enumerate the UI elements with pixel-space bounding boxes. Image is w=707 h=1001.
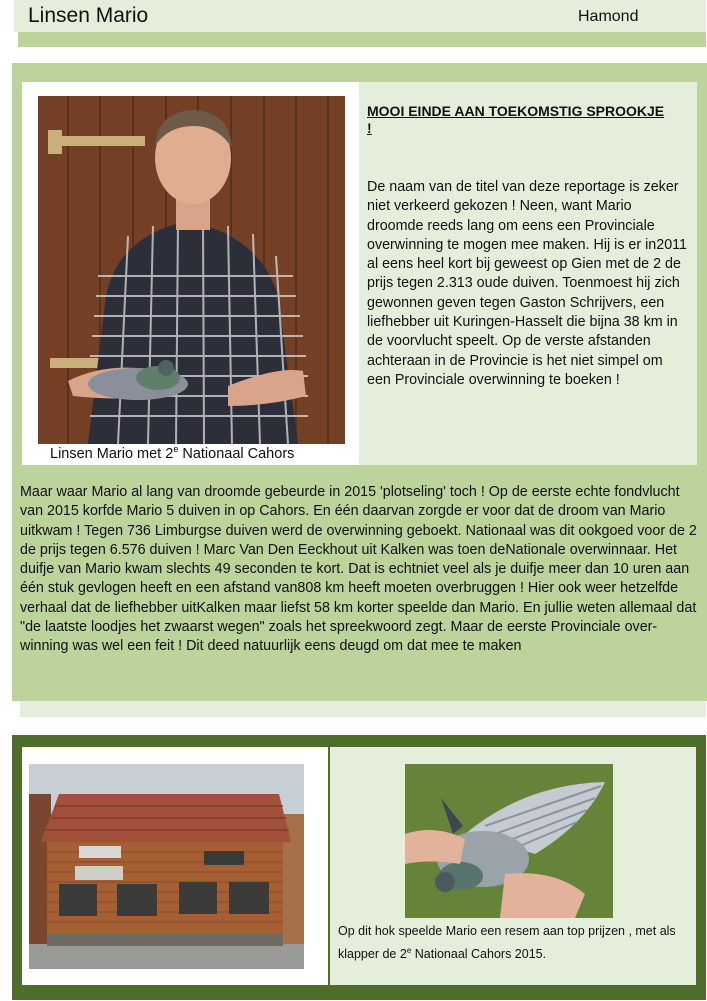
portrait-photo <box>38 96 345 444</box>
header-place: Hamond <box>578 8 639 25</box>
loft-photo <box>29 764 304 969</box>
portrait-caption: Linsen Mario met 2e Nationaal Cahors <box>50 444 295 462</box>
loft-caption: Op dit hok speelde Mario een resem aan top prijzen , met als klapper de 2e Nationaal Cahors 2015. <box>338 924 676 962</box>
pigeon-photo <box>405 764 613 918</box>
article-bottom-stripe <box>20 701 706 717</box>
article-title: MOOI EINDE AAN TOEKOMSTIG SPROOKJE ! <box>367 103 665 136</box>
header-fancier-name: Linsen Mario <box>28 4 149 27</box>
article-body: Maar waar Mario al lang van droomde gebeurde in 2015 'plotseling' toch ! Op de eerste echte fondvlucht van 2015 korfde Mario 5 duiven in op Cahors. En één daarvan zorgde er voor dat de droom van Mario uitkwam ! Tegen 736 Limburgse duiven werd de overwinning geboekt. Nationaal was dit ookgoed voor de 2 de prijs tegen 6.576 duiven ! Marc Van Den Eeckhout uit Kalken was toen deNationale overwinnaar. Het duifje van Mario kwam slechts 49 seconden te kort. Dat is echtniet veel als je duifje meer dan 10 uren aan één stuk gevlogen heeft en een afstand van808 km heeft moeten overbruggen ! Hier ook weer hetzelfde verhaal dat de liefhebber uitKalken maar liefst 58 km korter speelde dan Mario. En jullie weten allemaal dat "de laatste loodjes het zwaarst wegen" zoals het spreekwoord zegt. Maar de eerste Provinciale over-winning was wel een feit ! Dit deed natuurlijk eens deugd om dat mee te maken <box>20 484 697 655</box>
article-intro: De naam van de titel van deze reportage is zeker niet verkeerd gekozen ! Neen, want Mario droomde reeds lang om eens een Provinciale overwinning te mogen mee maken. Hij is er in2011 al eens heel kort bij geweest op Gien met de 2 de prijs tegen 2.313 oude duiven. Toenmoest hij zich gewonnen geven tegen Gaston Schrijvers, een liefhebber uit Kuringen-Hasselt die bijna 38 km in de voorvlucht speelt. Op de verste afstanden achteraan in de Provincie is het niet simpel om een Provinciale overwinning te boeken ! <box>367 179 687 388</box>
header-stripe <box>18 32 706 47</box>
